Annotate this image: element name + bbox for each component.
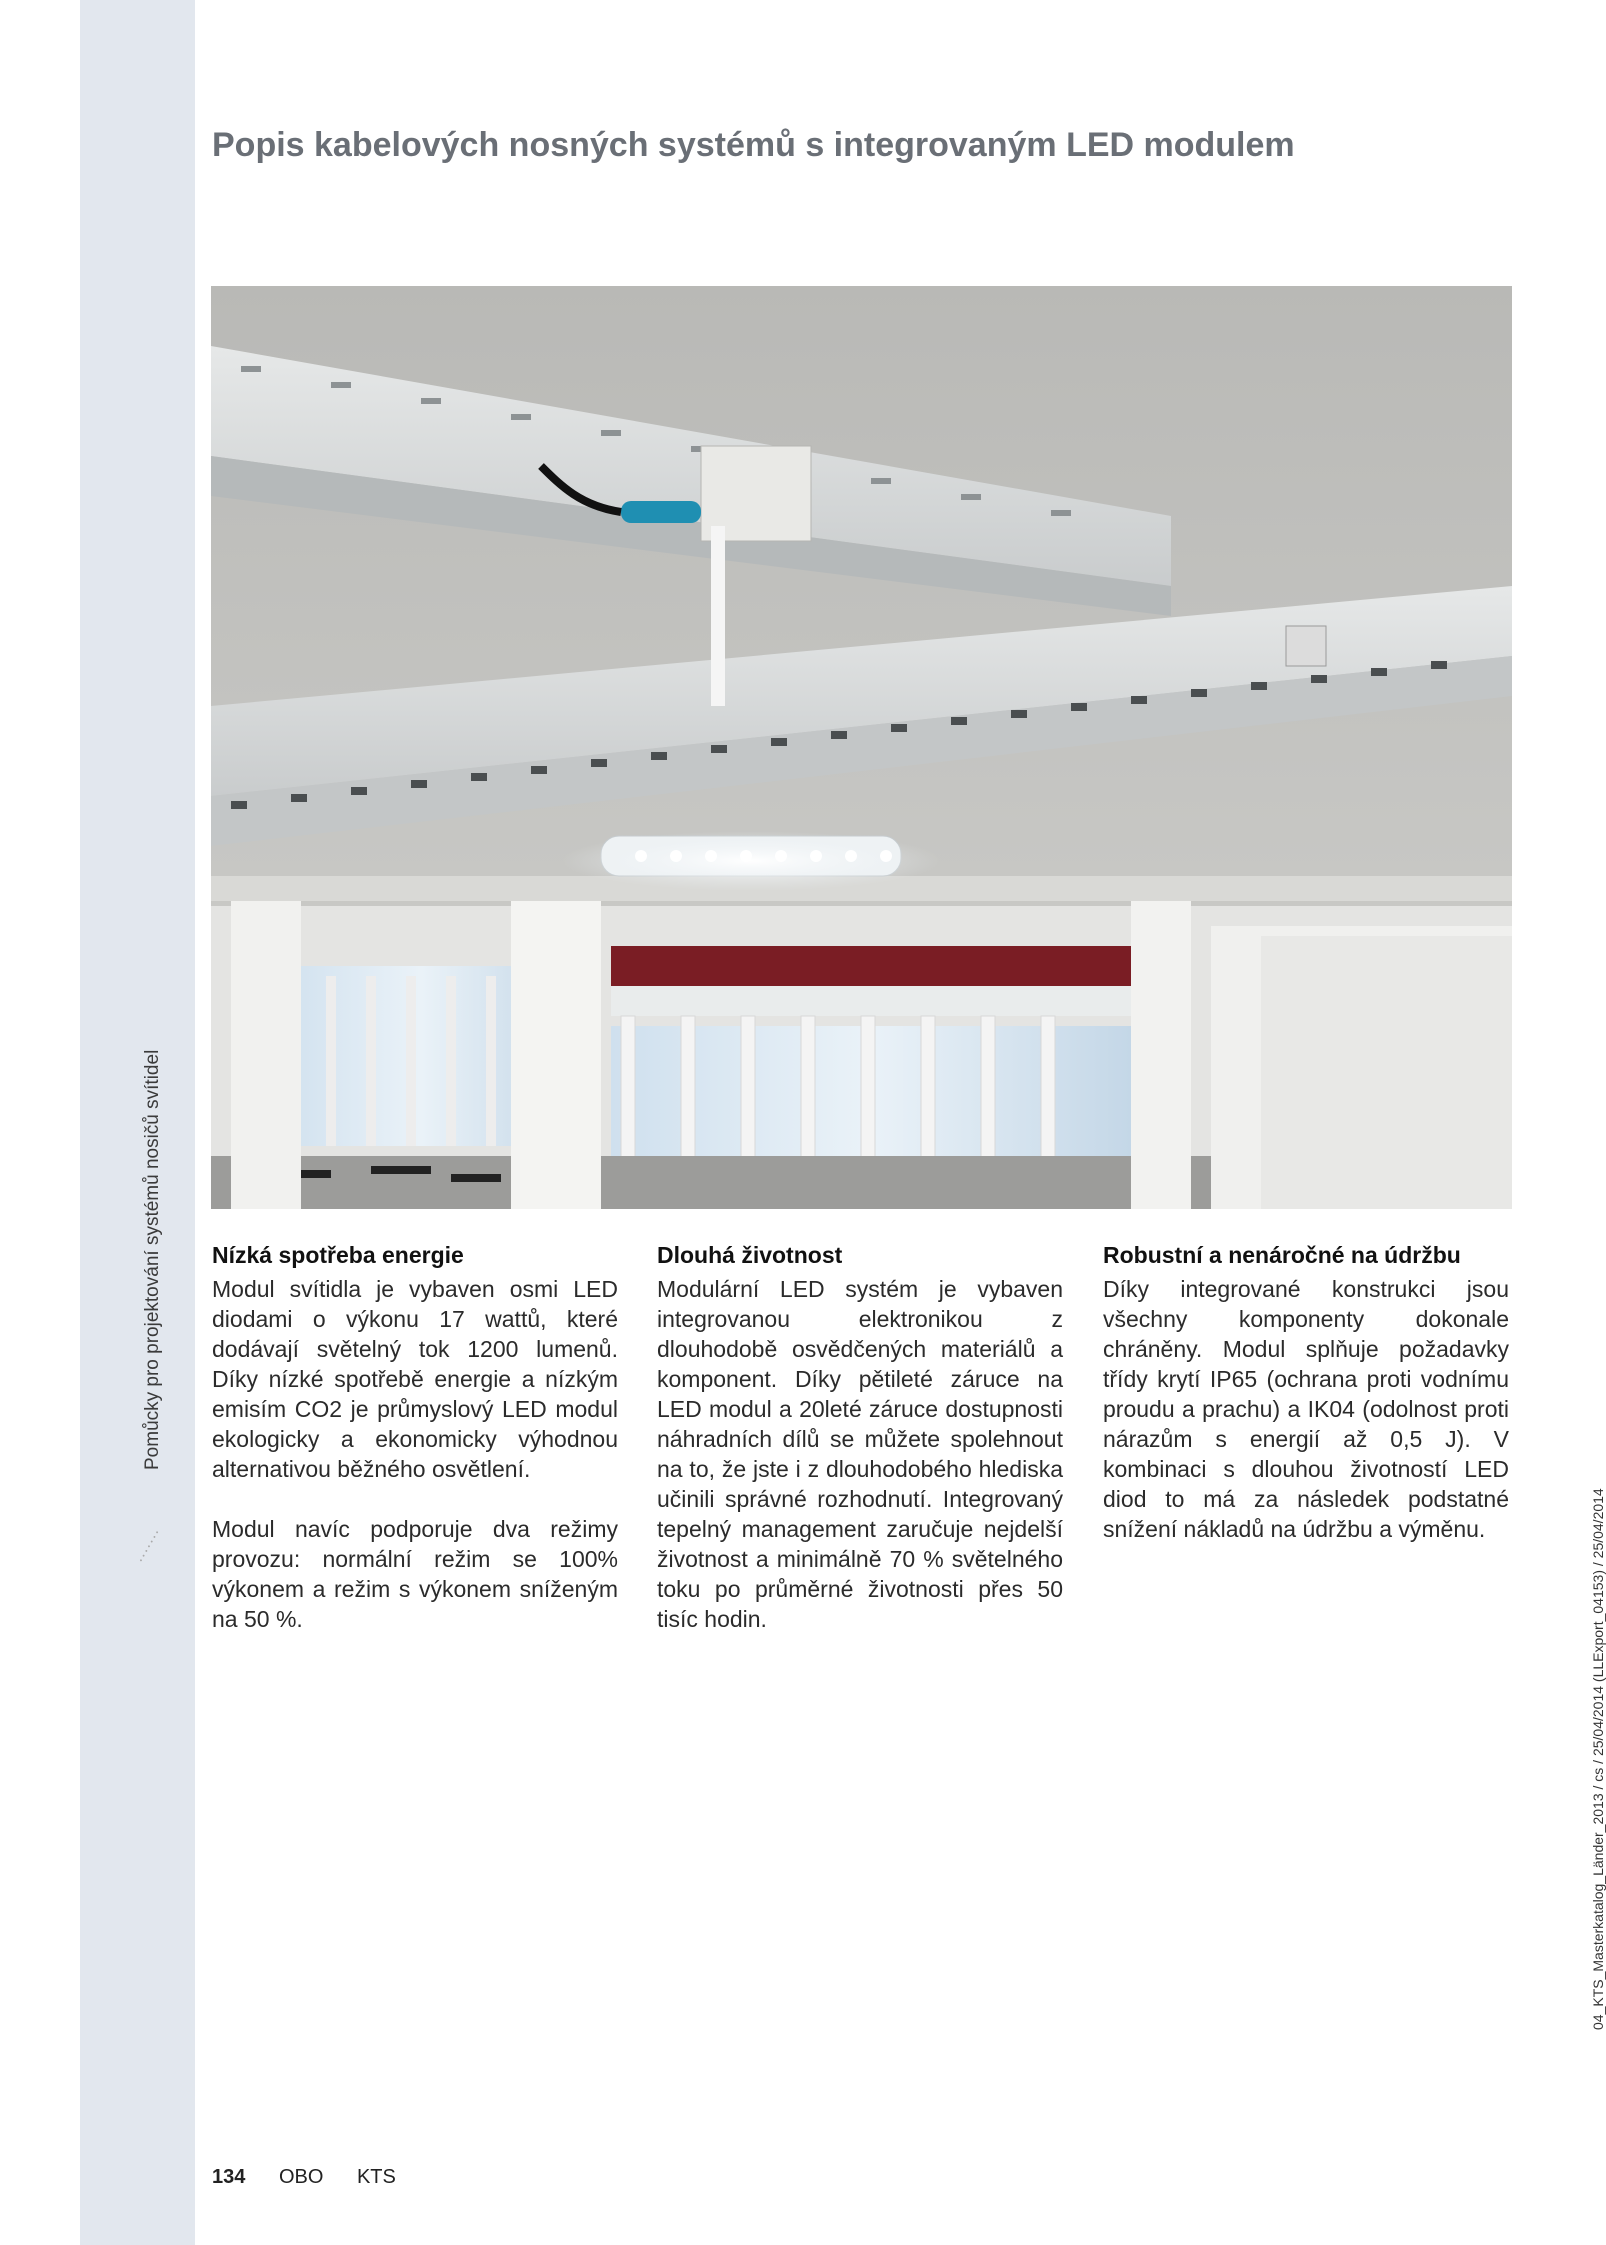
cable-tray-led-photo [211, 286, 1512, 1209]
sidebar-section-label: Pomůcky pro projektování systémů nosičů svítidel [142, 1049, 163, 1470]
footer-brand: OBO [278, 2166, 324, 2188]
footer-section: KTS [356, 2166, 396, 2188]
print-meta-text: 04_KTS_Masterkatalog_Länder_2013 / cs / 25/04/2014 (LLExport_04153) / 25/04/2014 [1590, 1488, 1606, 2030]
column-heading: Nízká spotřeba energie [212, 1242, 464, 1268]
page-title: Popis kabelových nosných systémů s integrovaným LED modulem [212, 126, 1295, 164]
column-heading: Dlouhá životnost [657, 1242, 843, 1268]
sidebar-strip [80, 0, 195, 2245]
column-robust [1103, 1241, 1509, 1544]
column-paragraph: Modul navíc podporuje dva režimy provozu: normální režim se 100% výkonem a režim s výkonem sníženým na 50 %. [212, 1516, 618, 1632]
column-paragraph: Díky integrované konstrukci jsou všechny komponenty dokonale chráněny. Modul splňuje požadavky třídy krytí IP65 (ochrana proti vodnímu proudu a prachu) a IK04 (odolnost proti nárazům s energií až 0,5 J). V kombinaci s dlouhou životností LED diod to má za následek podstatné snížení nákladů na údržbu a výměnu. [1103, 1276, 1509, 1542]
column-paragraph: Modulární LED systém je vybaven integrovanou elektronikou z dlouhodobě osvědčených materiálů a komponent. Díky pětileté záruce na LED modul a 20leté záruce dostupnosti náhradních dílů se můžete spolehnout na to, že jste i z dlouhodobého hlediska učinili správné rozhodnutí. Integrovaný tepelný management zaručuje nejdelší životnost a minimálně 70 % světelného toku po průměrné životnosti přes 50 tisíc hodin. [657, 1276, 1063, 1632]
sidebar-logo-mark: • • • • • • • [138, 1529, 162, 1564]
page-number: 134 [212, 2166, 246, 2188]
column-lifetime [657, 1241, 1063, 1634]
column-paragraph: Modul svítidla je vybaven osmi LED diodami o výkonu 17 wattů, které dodávají světelný tok 1200 lumenů. Díky nízké spotřebě energie a nízkým emisím CO2 je průmyslový LED modul ekologicky a ekonomicky výhodnou alternativou běžného osvětlení. [212, 1276, 618, 1482]
page-footer [212, 2166, 396, 2189]
column-energy [212, 1241, 618, 1634]
column-heading: Robustní a nenáročné na údržbu [1103, 1242, 1461, 1268]
